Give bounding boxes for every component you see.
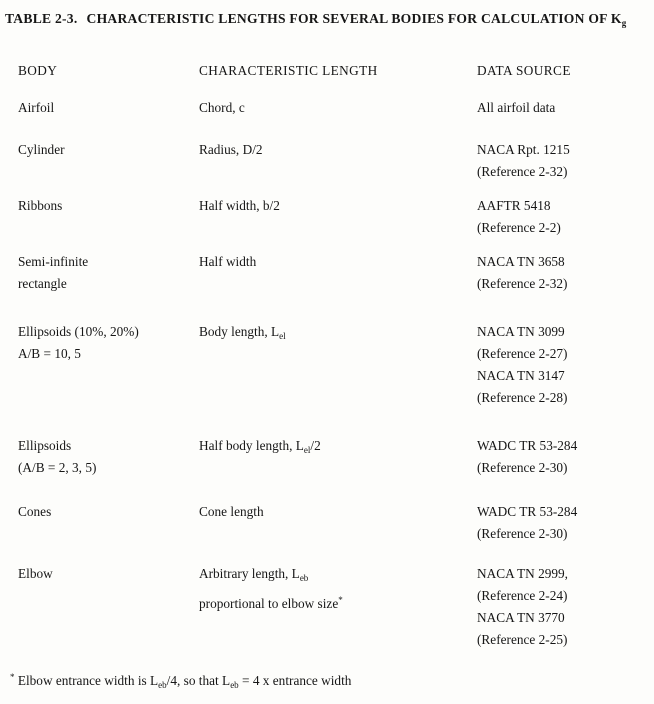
text-segment: All airfoil data bbox=[477, 100, 556, 115]
text-segment: NACA TN 3658 bbox=[477, 254, 565, 269]
data-source-cell bbox=[477, 97, 648, 119]
cell-line bbox=[477, 387, 648, 409]
text-segment: (Reference 2-2) bbox=[477, 220, 561, 235]
body-cell bbox=[18, 251, 199, 295]
characteristic-length-cell bbox=[199, 435, 477, 479]
characteristic-length-cell bbox=[199, 97, 477, 119]
text-segment: Elbow bbox=[18, 566, 53, 581]
cell-line bbox=[18, 195, 199, 217]
cell-line bbox=[477, 343, 648, 365]
cell-line bbox=[477, 435, 648, 457]
body-cell bbox=[18, 321, 199, 409]
cell-line bbox=[18, 501, 199, 523]
body-cell bbox=[18, 501, 199, 545]
table-row bbox=[18, 563, 648, 651]
cell-line bbox=[18, 457, 199, 479]
cell-line bbox=[477, 251, 648, 273]
cell-line bbox=[18, 321, 199, 343]
cell-line bbox=[477, 607, 648, 629]
text-segment: /4, so that L bbox=[166, 673, 231, 688]
text-segment: Half width bbox=[199, 254, 257, 269]
body-cell bbox=[18, 435, 199, 479]
data-source-cell bbox=[477, 501, 648, 545]
characteristic-length-cell bbox=[199, 139, 477, 183]
cell-line bbox=[18, 97, 199, 119]
table-row bbox=[18, 195, 648, 239]
column-header-body: BODY bbox=[18, 63, 58, 78]
text-segment: WADC TR 53-284 bbox=[477, 438, 578, 453]
characteristic-length-cell bbox=[199, 251, 477, 295]
text-segment: Elbow entrance width is L bbox=[14, 673, 159, 688]
text-segment: Ellipsoids bbox=[18, 438, 72, 453]
cell-line bbox=[199, 251, 477, 273]
cell-line bbox=[18, 435, 199, 457]
cell-line bbox=[199, 435, 477, 461]
cell-line bbox=[199, 589, 477, 615]
characteristic-length-cell bbox=[199, 195, 477, 239]
cell-line bbox=[18, 251, 199, 273]
cell-line bbox=[477, 139, 648, 161]
text-segment: Half body length, L bbox=[199, 438, 304, 453]
table-row bbox=[18, 435, 648, 479]
text-segment: NACA Rpt. 1215 bbox=[477, 142, 570, 157]
cell-line bbox=[477, 161, 648, 183]
text-segment: WADC TR 53-284 bbox=[477, 504, 578, 519]
subscript-text: el bbox=[279, 331, 286, 341]
table-row bbox=[18, 501, 648, 545]
text-segment: (A/B = 2, 3, 5) bbox=[18, 460, 97, 475]
cell-line bbox=[18, 563, 199, 585]
cell-line bbox=[477, 457, 648, 479]
subscript-text: eb bbox=[230, 680, 239, 690]
text-segment: Airfoil bbox=[18, 100, 55, 115]
text-segment: NACA TN 3099 bbox=[477, 324, 565, 339]
cell-line bbox=[477, 321, 648, 343]
data-source-cell bbox=[477, 251, 648, 295]
characteristic-length-cell bbox=[199, 321, 477, 409]
data-source-cell bbox=[477, 321, 648, 409]
text-segment: proportional to elbow size bbox=[199, 596, 339, 611]
cell-line bbox=[477, 563, 648, 585]
text-segment: Half width, b/2 bbox=[199, 198, 280, 213]
cell-line bbox=[199, 321, 477, 347]
cell-line bbox=[477, 585, 648, 607]
cell-line bbox=[477, 97, 648, 119]
body-cell bbox=[18, 563, 199, 651]
subscript-text: eb bbox=[158, 680, 167, 690]
text-segment: Chord, c bbox=[199, 100, 245, 115]
text-segment: Ellipsoids (10%, 20%) bbox=[18, 324, 139, 339]
data-source-cell bbox=[477, 139, 648, 183]
body-cell bbox=[18, 139, 199, 183]
cell-line bbox=[199, 563, 477, 589]
cell-line bbox=[199, 97, 477, 119]
text-segment: (Reference 2-28) bbox=[477, 390, 568, 405]
data-source-cell bbox=[477, 195, 648, 239]
table-header-row bbox=[18, 60, 648, 82]
text-segment: NACA TN 3770 bbox=[477, 610, 565, 625]
column-header-data-source: DATA SOURCE bbox=[477, 63, 571, 78]
text-segment: /2 bbox=[310, 438, 321, 453]
subscript-text: el bbox=[303, 445, 311, 455]
text-segment: Radius, D/2 bbox=[199, 142, 263, 157]
text-segment: Semi-infinite bbox=[18, 254, 89, 269]
supscript-text: * bbox=[10, 672, 15, 682]
table-body bbox=[18, 97, 648, 651]
text-segment: rectangle bbox=[18, 276, 67, 291]
cell-line bbox=[199, 139, 477, 161]
text-segment: Ribbons bbox=[18, 198, 63, 213]
text-segment: Arbitrary length, L bbox=[199, 566, 300, 581]
data-source-cell bbox=[477, 435, 648, 479]
characteristic-length-cell bbox=[199, 563, 477, 651]
text-segment: = 4 x entrance width bbox=[238, 673, 352, 688]
table-title-subscript: g bbox=[621, 18, 627, 28]
text-segment: AAFTR 5418 bbox=[477, 198, 551, 213]
cell-line bbox=[18, 139, 199, 161]
text-segment: NACA TN 2999, bbox=[477, 566, 568, 581]
table-title-number: TABLE 2-3. bbox=[5, 11, 78, 26]
text-segment: (Reference 2-32) bbox=[477, 276, 568, 291]
text-segment: (Reference 2-30) bbox=[477, 460, 568, 475]
body-cell bbox=[18, 195, 199, 239]
text-segment: A/B = 10, 5 bbox=[18, 346, 81, 361]
subscript-text: eb bbox=[299, 573, 309, 583]
cell-line bbox=[477, 501, 648, 523]
cell-line bbox=[477, 365, 648, 387]
body-cell bbox=[18, 97, 199, 119]
table-title bbox=[5, 8, 648, 34]
cell-line bbox=[18, 343, 199, 365]
text-segment: (Reference 2-32) bbox=[477, 164, 568, 179]
footnote bbox=[10, 666, 648, 696]
table-row bbox=[18, 97, 648, 119]
cell-line bbox=[477, 523, 648, 545]
text-segment: NACA TN 3147 bbox=[477, 368, 565, 383]
supscript-text: * bbox=[338, 595, 343, 605]
text-segment: Body length, L bbox=[199, 324, 280, 339]
text-segment: (Reference 2-27) bbox=[477, 346, 568, 361]
text-segment: Cones bbox=[18, 504, 52, 519]
text-segment: (Reference 2-24) bbox=[477, 588, 568, 603]
cell-line bbox=[477, 195, 648, 217]
text-segment: (Reference 2-25) bbox=[477, 632, 568, 647]
table-row bbox=[18, 251, 648, 295]
column-header-characteristic-length: CHARACTERISTIC LENGTH bbox=[199, 63, 378, 78]
table-row bbox=[18, 139, 648, 183]
cell-line bbox=[199, 195, 477, 217]
cell-line bbox=[18, 273, 199, 295]
data-source-cell bbox=[477, 563, 648, 651]
cell-line bbox=[477, 629, 648, 651]
text-segment: Cylinder bbox=[18, 142, 65, 157]
characteristic-length-cell bbox=[199, 501, 477, 545]
table-title-text: CHARACTERISTIC LENGTHS FOR SEVERAL BODIES FOR CALCULATION OF K bbox=[86, 11, 622, 26]
table-row bbox=[18, 321, 648, 409]
cell-line bbox=[477, 273, 648, 295]
cell-line bbox=[477, 217, 648, 239]
text-segment: Cone length bbox=[199, 504, 264, 519]
cell-line bbox=[199, 501, 477, 523]
text-segment: (Reference 2-30) bbox=[477, 526, 568, 541]
